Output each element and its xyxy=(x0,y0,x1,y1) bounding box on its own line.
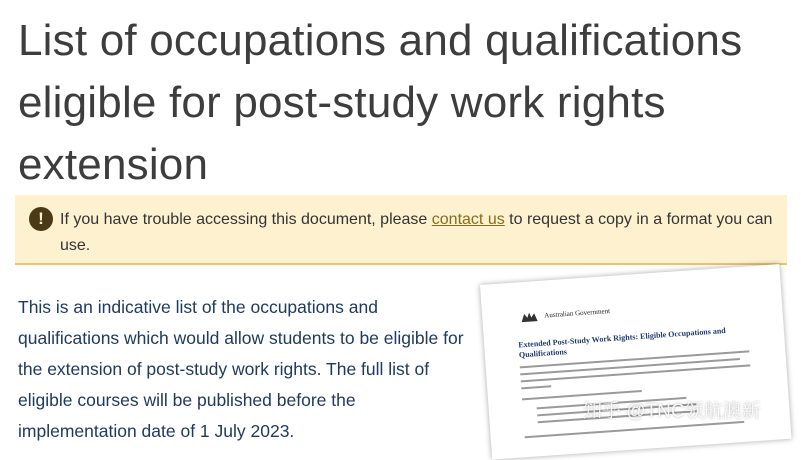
accessibility-notice xyxy=(15,195,787,265)
document-gov-label: Australian Government xyxy=(544,307,611,320)
coat-of-arms-icon xyxy=(520,311,539,324)
intro-paragraph: This is an indicative list of the occupations and qualifications which would allow students to be eligible for the extension of post-study work rights. The full list of eligible courses will be published before the implementation date of 1 July 2023. xyxy=(18,297,464,441)
contact-us-link[interactable]: contact us xyxy=(431,211,505,228)
document-heading: Extended Post-Study Work Rights: Eligible Occupations and Qualifications xyxy=(517,325,726,360)
document-text-line xyxy=(525,421,745,438)
notice-text-after: to request a copy in a format you can use. xyxy=(60,211,773,254)
notice-text-before: If you have trouble accessing this document, please xyxy=(60,211,432,228)
notice-text xyxy=(60,207,775,259)
page-title: List of occupations and qualifications eligible for post-study work rights extension xyxy=(18,16,743,189)
watermark: 知乎 @TNC领航澳新 xyxy=(583,401,761,422)
document-thumbnail[interactable] xyxy=(480,264,791,460)
exclamation-icon: ! xyxy=(29,207,53,231)
document-text-line xyxy=(521,385,551,389)
